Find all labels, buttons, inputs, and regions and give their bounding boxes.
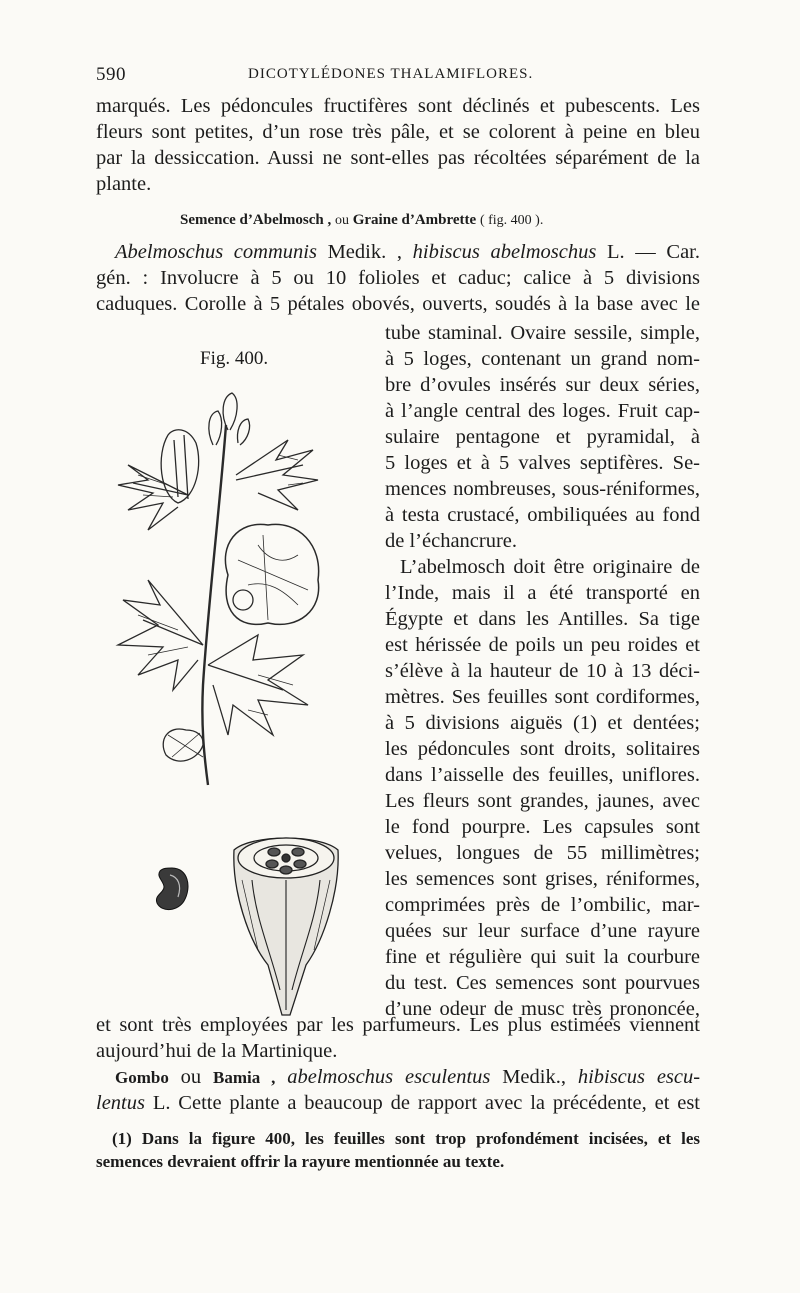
column-line: L’abelmosch doit être originaire de (400, 556, 700, 578)
section-heading-part1: Semence d’Abelmosch , (180, 212, 332, 228)
column-line: à l’angle central des loges. Fruit cap- (385, 400, 700, 422)
column-line: à 5 loges, contenant un grand nom- (385, 348, 700, 370)
column-line: mètres. Ses feuilles sont cordiformes, (385, 686, 700, 708)
full-line-1: gén. : Involucre à 5 ou 10 folioles et caduc; calice à 5 divisions (96, 267, 700, 289)
species-author-1: Medik. , (327, 241, 402, 263)
running-title: DICOTYLÉDONES THALAMIFLORES. (248, 66, 534, 82)
column-line: Égypte et dans les Antilles. Sa tige (385, 608, 700, 630)
column-line: les semences sont grises, réniformes, (385, 868, 700, 890)
column-line: Les fleurs sont grandes, jaunes, avec (385, 790, 700, 812)
full-line-2: caduques. Corolle à 5 pétales obovés, ouverts, soudés à la base avec le (96, 293, 700, 315)
section-heading-part2: ou (334, 213, 349, 228)
page-number: 590 (96, 64, 126, 85)
species-line (115, 239, 700, 265)
section-heading (180, 207, 543, 234)
column-line: d’une odeur de musc très prononcée, (385, 998, 700, 1020)
column-line: velues, longues de 55 millimètres; (385, 842, 700, 864)
gombo-latin: abelmoschus esculentus (287, 1066, 491, 1088)
footnote-line-2: semences devraient offrir la rayure mentionnée au texte. (96, 1152, 505, 1171)
column-line: tube staminal. Ovaire sessile, simple, (385, 322, 700, 344)
capsule-illustration (222, 830, 350, 1020)
gombo-line2-rest: L. Cette plante a beaucoup de rapport avec la précédente, et est (152, 1092, 700, 1114)
column-line: l’Inde, mais il a été transporté en (385, 582, 700, 604)
page-header (96, 64, 700, 88)
intro-line-4: plante. (96, 173, 152, 195)
gombo-line-2 (96, 1090, 700, 1116)
bamia-name: Bamia , (213, 1068, 276, 1087)
gombo-line (115, 1064, 700, 1091)
column-line: 5 loges et à 5 valves septifères. Se- (385, 452, 700, 474)
figure-label: Fig. 400. (200, 348, 269, 369)
seed-illustration (150, 865, 195, 915)
column-line: les pédoncules sont droits, solitaires (385, 738, 700, 760)
column-line: mences nombreuses, sous-réniformes, (385, 478, 700, 500)
column-line: quées sur leur surface d’une rayure (385, 920, 700, 942)
column-line: le fond pourpre. Les capsules sont (385, 816, 700, 838)
column-line: est hérissée de poils un peu roides et (385, 634, 700, 656)
column-line: dans l’aisselle des feuilles, uniflores. (385, 764, 700, 786)
column-line: fine et régulière qui suit la courbure (385, 946, 700, 968)
column-line: de l’échancrure. (385, 530, 518, 552)
section-heading-part4: ( fig. 400 ). (479, 213, 544, 228)
gombo-latin-2: hibiscus escu- (577, 1066, 701, 1088)
intro-line-2: fleurs sont petites, d’un rose très pâle, et se colorent à peine en bleu (96, 121, 700, 143)
species-name-1: Abelmoschus communis (115, 241, 317, 263)
section-heading-part3: Graine d’Ambrette (352, 212, 477, 228)
species-name-2: hibiscus abelmoschus (412, 241, 597, 263)
column-line: s’élève à la hauteur de 10 à 13 déci- (385, 660, 700, 682)
gombo-author: Medik., (502, 1066, 566, 1088)
species-author-2: L. — Car. (607, 241, 701, 263)
column-line: comprimées près de l’ombilic, mar- (385, 894, 700, 916)
column-line: bre d’ovules insérés sur deux séries, (385, 374, 700, 396)
column-line: du test. Ces semences sont pourvues (385, 972, 700, 994)
column-line: à 5 divisions aiguës (1) et dentées; (385, 712, 700, 734)
gombo-name: Gombo (115, 1068, 169, 1087)
column-line: sulaire pentagone et pyramidal, à (385, 426, 700, 448)
intro-line-3: par la dessiccation. Aussi ne sont-elles pas récoltées séparément de la (96, 147, 700, 169)
footnote-line-1: (1) Dans la figure 400, les feuilles sont trop profondément incisées, et les (112, 1129, 700, 1148)
after-line-2: aujourd’hui de la Martinique. (96, 1040, 338, 1062)
intro-line-1: marqués. Les pédoncules fructifères sont déclinés et pubescents. Les (96, 95, 700, 117)
gombo-ou: ou (180, 1066, 202, 1088)
after-line-1: et sont très employées par les parfumeurs. Les plus estimées viennent (96, 1014, 700, 1036)
column-line: à testa crustacé, ombiliquées au fond (385, 504, 700, 526)
gombo-line2-latin: lentus (96, 1092, 145, 1114)
abelmosch-plant-illustration (108, 385, 358, 795)
